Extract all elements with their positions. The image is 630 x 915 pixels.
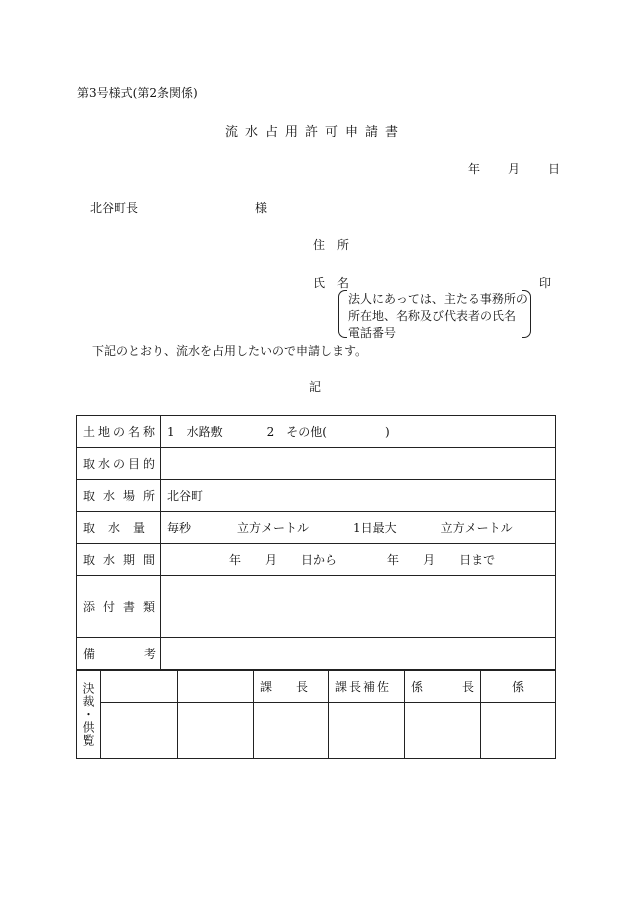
- approval-header-row: [77, 671, 556, 703]
- row-remarks: [77, 638, 556, 670]
- document-title: 流水占用許可申請書: [224, 125, 405, 140]
- row-land-name: [77, 416, 556, 448]
- kacho-label: 課 長: [254, 671, 329, 703]
- remarks-value[interactable]: [161, 638, 556, 670]
- date-line: [468, 160, 560, 177]
- place-value[interactable]: 北谷町: [161, 480, 556, 512]
- stamp-cell-1[interactable]: [101, 703, 178, 759]
- approval-table: [76, 670, 556, 759]
- kakaricho-a: 係: [411, 680, 424, 694]
- purpose-label: 取水の目的: [77, 448, 161, 480]
- volume-label: 取水量: [77, 512, 161, 544]
- date-month: 月: [508, 162, 521, 176]
- ki-heading: 記: [308, 380, 321, 394]
- kacho-hosa-label: 課長補佐: [329, 671, 405, 703]
- date-year: 年: [468, 162, 481, 176]
- attachments-value[interactable]: [161, 576, 556, 638]
- row-period: [77, 544, 556, 576]
- vol-unit-2: 立方メートル: [440, 521, 513, 535]
- period-from: 日から: [301, 553, 338, 567]
- vol-unit-1: 立方メートル: [237, 521, 310, 535]
- application-table: [76, 415, 556, 670]
- stamp-cell-kacho[interactable]: [254, 703, 329, 759]
- form-number: 第3号様式(第2条関係): [77, 86, 198, 100]
- period-label: 取水期間: [77, 544, 161, 576]
- date-day: 日: [548, 162, 561, 176]
- seal-mark: 印: [539, 276, 552, 290]
- period-month-1: 月: [265, 553, 278, 567]
- land-name-value[interactable]: [161, 416, 556, 448]
- period-value[interactable]: [161, 544, 556, 576]
- addressee: 北谷町長: [90, 201, 139, 215]
- intro-text: 下記のとおり、流水を占用したいので申請します。: [92, 344, 368, 358]
- bracket-left: [338, 290, 347, 338]
- stamp-cell-kakari[interactable]: [481, 703, 556, 759]
- place-label: 取水場所: [77, 480, 161, 512]
- vol-per-sec: 毎秒: [167, 521, 192, 535]
- remarks-label-a: 備: [83, 647, 96, 661]
- land-option-2: 2 その他(: [266, 425, 327, 439]
- stamp-cell-kacho-hosa[interactable]: [329, 703, 405, 759]
- stamp-cell-kakaricho[interactable]: [405, 703, 481, 759]
- note-line: 所在地、名称及び代表者の氏名: [348, 309, 517, 323]
- note-line: 法人にあっては、主たる事務所の: [348, 292, 528, 306]
- period-to: 日まで: [459, 553, 496, 567]
- period-year-1: 年: [229, 553, 242, 567]
- remarks-label-b: 考: [143, 647, 156, 661]
- land-name-label: 土地の名称: [77, 416, 161, 448]
- volume-value[interactable]: [161, 512, 556, 544]
- applicant-note: [348, 291, 528, 342]
- row-place: [77, 480, 556, 512]
- kakaricho-b: 長: [461, 680, 474, 694]
- period-year-2: 年: [387, 553, 400, 567]
- row-attachments: [77, 576, 556, 638]
- approval-blank-1: [101, 671, 178, 703]
- vol-daily-max: 1日最大: [353, 521, 397, 535]
- stamp-cell-2[interactable]: [178, 703, 254, 759]
- attachments-label: 添付書類: [77, 576, 161, 638]
- purpose-value[interactable]: [161, 448, 556, 480]
- remarks-label: [77, 638, 161, 670]
- kakari-label: 係: [481, 671, 556, 703]
- approval-side-label: 決裁・供覧: [77, 671, 101, 759]
- row-purpose: [77, 448, 556, 480]
- approval-blank-2: [178, 671, 254, 703]
- note-line: 電話番号: [348, 326, 397, 340]
- land-option-2-close: ): [384, 425, 390, 439]
- honorific: 様: [255, 201, 268, 215]
- approval-stamp-row: [77, 703, 556, 759]
- kakaricho-label: [405, 671, 481, 703]
- row-volume: [77, 512, 556, 544]
- land-option-1: 1 水路敷: [167, 425, 223, 439]
- name-label: 氏 名: [313, 276, 350, 290]
- period-month-2: 月: [423, 553, 436, 567]
- address-label: 住 所: [313, 238, 350, 252]
